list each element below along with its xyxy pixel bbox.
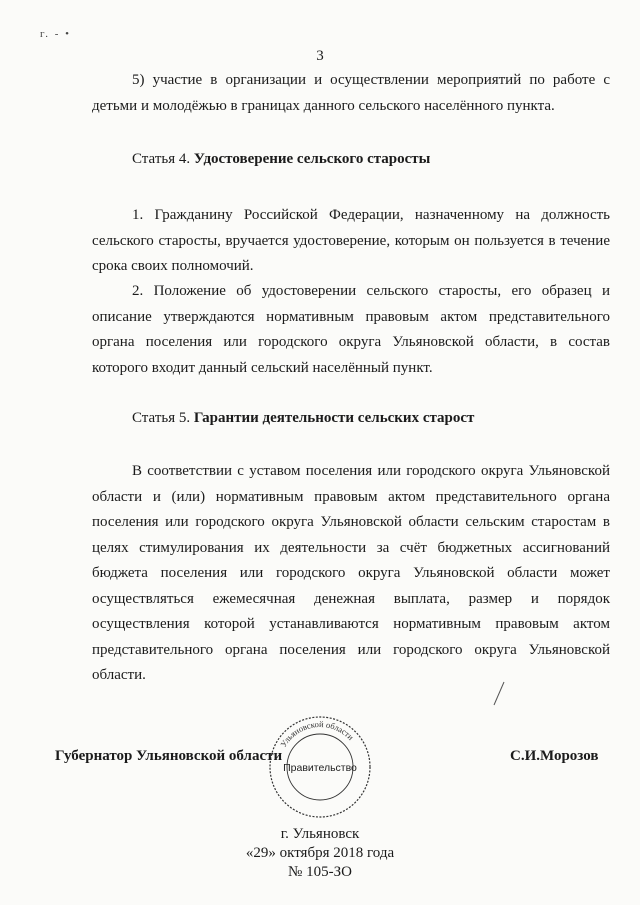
footer-date: «29» октября 2018 года [245, 845, 395, 861]
item-5-paragraph: 5) участие в организации и осуществлении мероприятий по работе с детьми и молодёжью в границах данного сельского населённого пункта. [92, 72, 610, 114]
article-5-prefix: Статья 5. [132, 410, 191, 426]
page-number: 3 [316, 48, 324, 64]
article-5-heading [132, 410, 474, 427]
article-4-title: Удостоверение сельского старосты [193, 151, 431, 167]
pen-mark [488, 680, 508, 708]
seal-ring-text: Ульяновской области [278, 718, 356, 749]
article-5-title: Гарантии деятельности сельских старост [193, 410, 475, 426]
footer-city: г. Ульяновск [280, 826, 360, 842]
article-5-paragraph-1: В соответствии с уставом поселения или городского округа Ульяновской области и (или) нормативным правовым актом представительного органа поселения или городского округа Ульяновской области сельским старостам в целях стимулирования их деятельности за счёт бюджетных ассигнований бюджета поселения или городского округа Ульяновской области может осуществляться ежемесячная денежная выплата, размер и порядок осуществления которой устанавливаются нормативным правовым актом представительного органа поселения или городского округа Ульяновской области. [92, 463, 610, 683]
official-seal [265, 712, 375, 822]
seal-center-text: Правительство [283, 762, 357, 774]
governor-title: Губернатор Ульяновской области [55, 748, 283, 764]
governor-name: С.И.Морозов [510, 748, 599, 764]
article-4-paragraph-2: 2. Положение об удостоверении сельского старосты, его образец и описание утверждаются нормативным правовым актом представительного органа поселения или городского округа Ульяновской области, в состав которого входит данный сельский населённый пункт. [92, 283, 610, 376]
article-4-prefix: Статья 4. [132, 151, 191, 167]
article-4-paragraph-1: 1. Гражданину Российской Федерации, назначенному на должность сельского старосты, вручается удостоверение, которым он пользуется в течение срока своих полномочий. [92, 207, 610, 274]
footer-law-number: № 105-ЗО [288, 864, 352, 880]
article-4-heading [132, 151, 430, 168]
scan-marks: г. - • [40, 28, 72, 40]
